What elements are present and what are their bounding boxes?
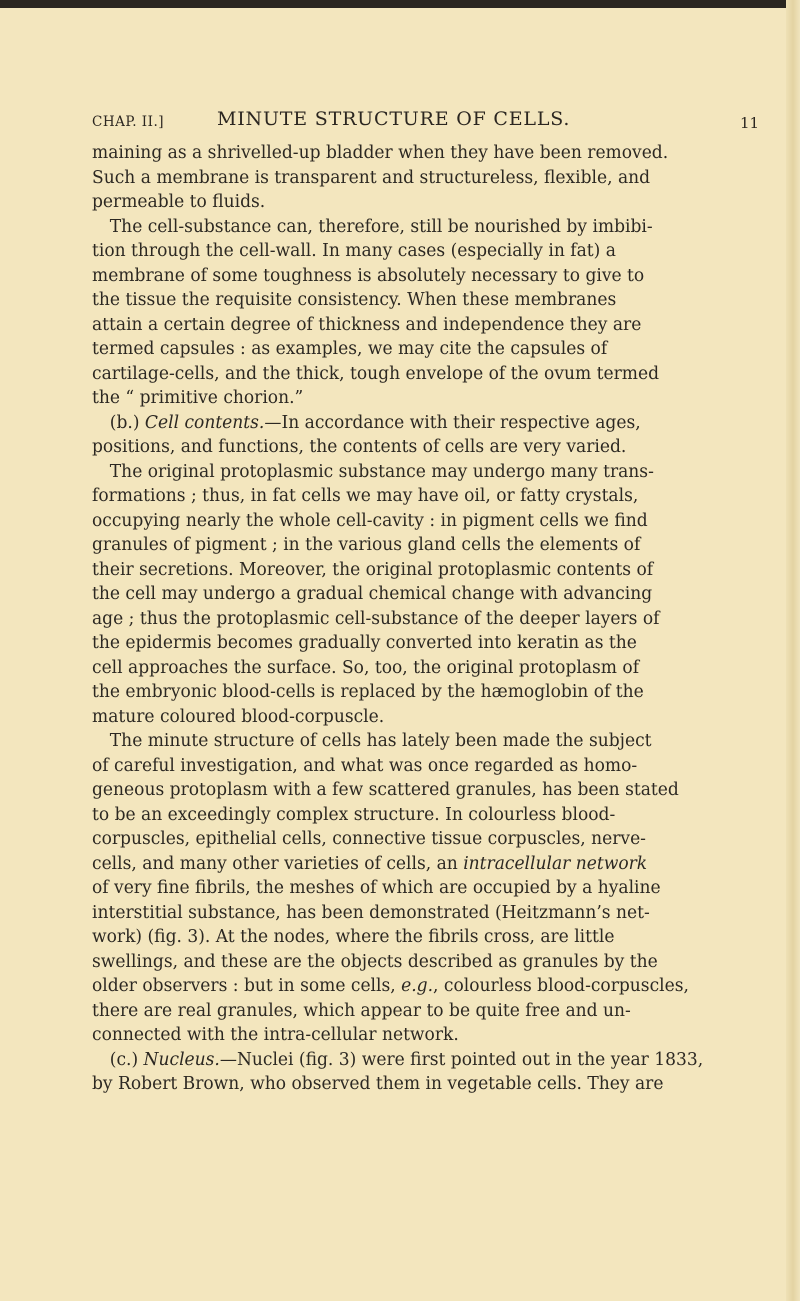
text-line: maining as a shrivelled-up bladder when they have been removed. <box>92 143 669 163</box>
network-prefix: cells, and many other varieties of cells, an <box>92 853 464 874</box>
text-line: the embryonic blood-cells is replaced by the hæmoglobin of the <box>92 682 644 702</box>
eg-line <box>92 974 782 999</box>
running-title: MINUTE STRUCTURE OF CELLS. <box>217 108 571 130</box>
section-b-rest: —In accordance with their respective ages, <box>264 412 641 433</box>
text-line: The original protoplasmic substance may undergo many trans- <box>109 461 654 482</box>
text-line: of very fine fibrils, the meshes of which are occupied by a hyaline <box>92 878 661 898</box>
text-line: the cell may undergo a gradual chemical change with advancing <box>92 584 653 604</box>
section-c-line <box>92 1048 782 1073</box>
running-header <box>92 108 782 138</box>
text-line: granules of pigment ; in the various gland cells the elements of <box>92 535 641 555</box>
text-line: cartilage-cells, and the thick, tough envelope of the ovum termed <box>92 363 660 384</box>
text-line: the epidermis becomes gradually converted into keratin as the <box>92 633 637 653</box>
text-line: The minute structure of cells has lately been made the subject <box>109 731 652 751</box>
section-b-prefix: (b.) <box>109 412 145 433</box>
text-line: work) (fig. 3). At the nodes, where the fibrils cross, are little <box>92 927 615 947</box>
text-line: cell approaches the surface. So, too, the original protoplasm of <box>92 657 640 678</box>
text-line: formations ; thus, in fat cells we may have oil, or fatty crystals, <box>92 486 639 506</box>
text-line: corpuscles, epithelial cells, connective tissue corpuscles, nerve- <box>92 829 646 849</box>
section-heading-cell-contents: Cell contents. <box>144 412 265 433</box>
text-line: membrane of some toughness is absolutely necessary to give to <box>92 265 645 286</box>
text-line: by Robert Brown, who observed them in vegetable cells. They are <box>92 1074 664 1094</box>
text-line: occupying nearly the whole cell-cavity : in pigment cells we find <box>92 510 648 531</box>
text-line: connected with the intra-cellular network. <box>92 1025 459 1045</box>
chapter-label: CHAP. II.] <box>92 114 165 130</box>
abbr-eg: e.g. <box>401 976 434 996</box>
text-line: there are real granules, which appear to be quite free and un- <box>92 1000 631 1021</box>
text-line: to be an exceedingly complex structure. In colourless blood- <box>92 804 616 825</box>
text-line: the “ primitive chorion.” <box>92 388 304 408</box>
text-line: interstitial substance, has been demonstrated (Heitzmann’s net- <box>92 902 650 923</box>
text-line: the tissue the requisite consistency. When these membranes <box>92 290 617 310</box>
text-line: of careful investigation, and what was once regarded as homo- <box>92 755 638 776</box>
term-intracellular-network: intracellular network <box>463 853 648 874</box>
text-line: geneous protoplasm with a few scattered granules, has been stated <box>92 780 679 800</box>
section-c-prefix: (c.) <box>109 1049 144 1070</box>
text-line: swellings, and these are the objects described as granules by the <box>92 951 658 972</box>
text-line: attain a certain degree of thickness and independence they are <box>92 314 642 335</box>
section-c-rest: —Nuclei (fig. 3) were first pointed out in the year 1833, <box>219 1049 704 1070</box>
eg-rest: , colourless blood-corpuscles, <box>433 976 689 996</box>
text-line: Such a membrane is transparent and structureless, flexible, and <box>92 167 651 188</box>
text-line: tion through the cell-wall. In many cases (especially in fat) a <box>92 241 616 261</box>
scan-top-edge <box>0 0 800 8</box>
text-line: positions, and functions, the contents of cells are very varied. <box>92 437 627 457</box>
text-line: mature coloured blood-corpuscle. <box>92 706 385 727</box>
text-line: termed capsules : as examples, we may cite the capsules of <box>92 339 608 359</box>
page-number: 11 <box>740 114 760 132</box>
text-line: their secretions. Moreover, the original protoplasmic contents of <box>92 559 654 580</box>
text-line: age ; thus the protoplasmic cell-substance of the deeper layers of <box>92 608 660 629</box>
text-line: permeable to fluids. <box>92 192 266 212</box>
text-line: The cell-substance can, therefore, still be nourished by imbibi- <box>109 216 653 237</box>
section-heading-nucleus: Nucleus. <box>143 1049 220 1070</box>
body-text <box>92 141 790 1097</box>
eg-prefix: older observers : but in some cells, <box>92 976 402 996</box>
network-line <box>92 852 782 877</box>
section-b-line <box>92 411 782 436</box>
